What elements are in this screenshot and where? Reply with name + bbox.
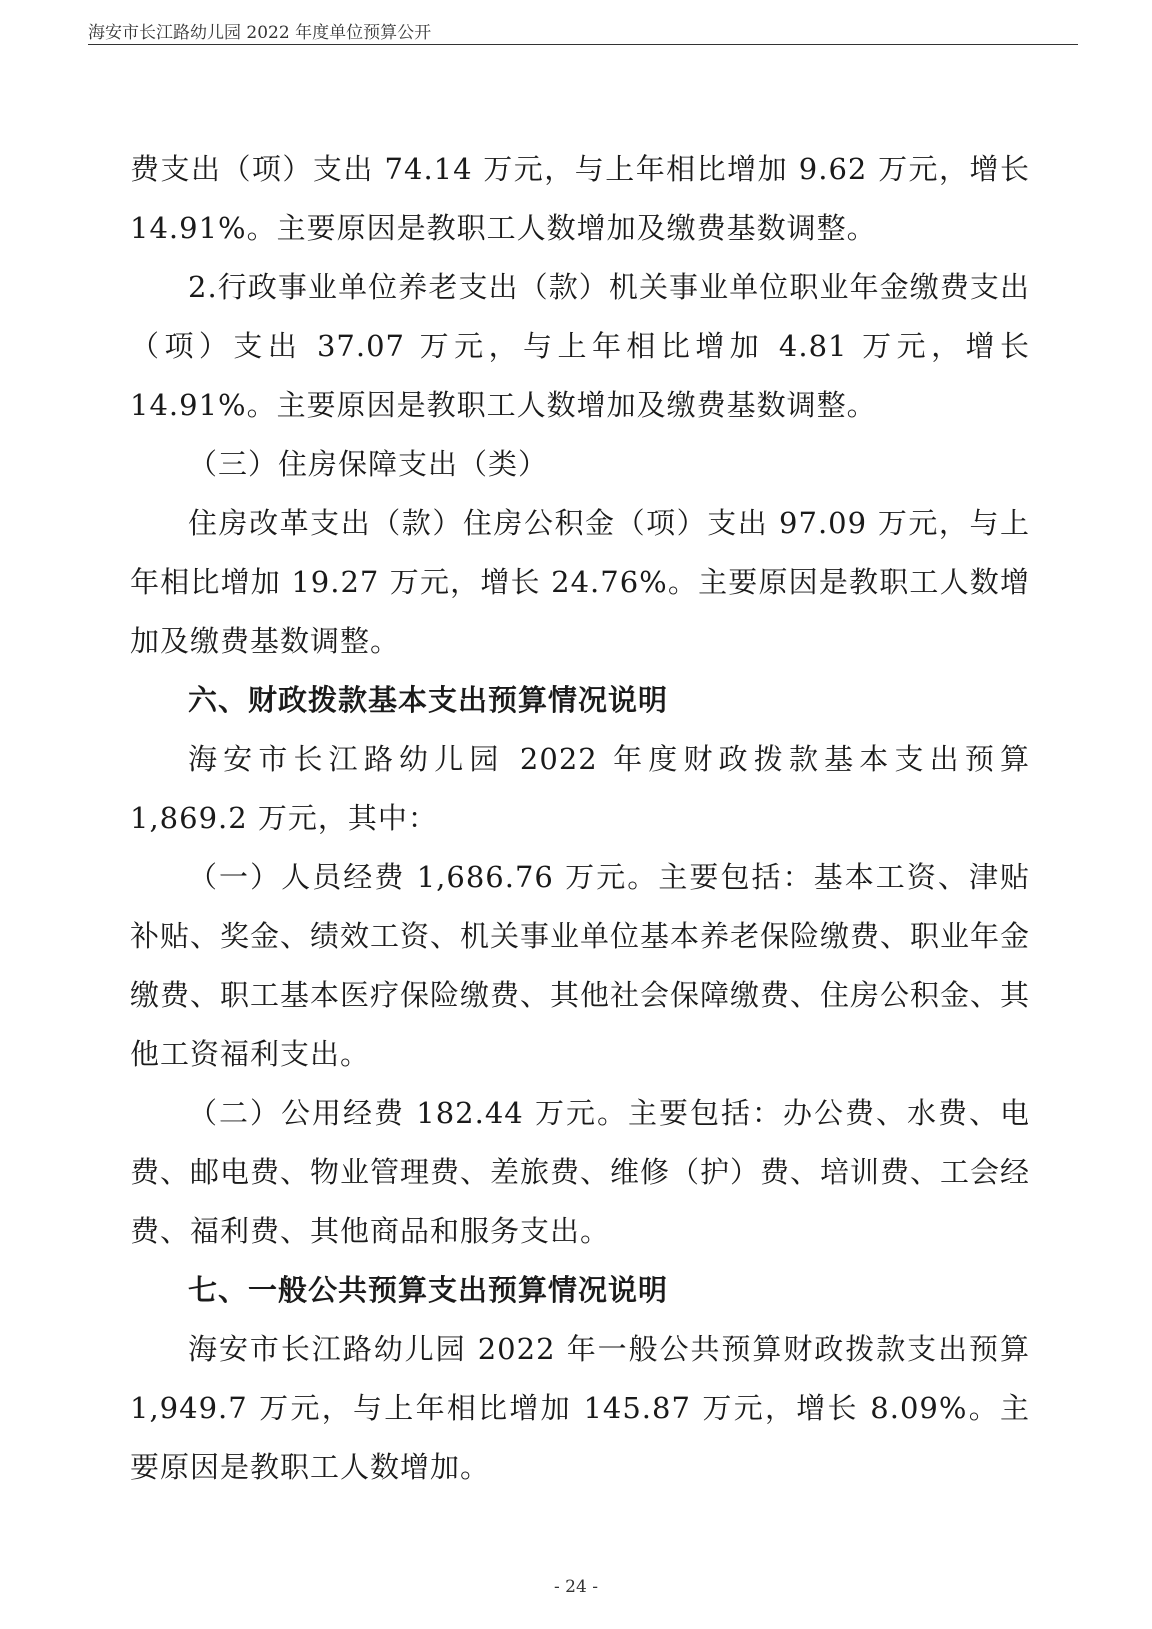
paragraph-7: （二）公用经费 182.44 万元。主要包括：办公费、水费、电费、邮电费、物业管理费、差旅费、维修（护）费、培训费、工会经费、福利费、其他商品和服务支出。 bbox=[130, 1096, 1031, 1248]
document-body bbox=[130, 140, 1030, 1497]
section-heading-6: 六、财政拨款基本支出预算情况说明 bbox=[188, 683, 669, 717]
paragraph-4: 住房改革支出（款）住房公积金（项）支出 97.09 万元，与上年相比增加 19.27 万元，增长 24.76%。主要原因是教职工人数增加及缴费基数调整。 bbox=[130, 506, 1030, 658]
paragraph-3: （三）住房保障支出（类） bbox=[188, 447, 549, 481]
paragraph-8: 海安市长江路幼儿园 2022 年一般公共预算财政拨款支出预算 1,949.7 万元，与上年相比增加 145.87 万元，增长 8.09%。主要原因是教职工人数增加。 bbox=[130, 1332, 1030, 1484]
page-header bbox=[88, 14, 1078, 45]
paragraph-6: （一）人员经费 1,686.76 万元。主要包括：基本工资、津贴补贴、奖金、绩效工资、机关事业单位基本养老保险缴费、职业年金缴费、职工基本医疗保险缴费、其他社会保障缴费、住房公积金、其他工资福利支出。 bbox=[130, 860, 1031, 1071]
paragraph-5: 海安市长江路幼儿园 2022 年度财政拨款基本支出预算 1,869.2 万元，其中： bbox=[130, 742, 1030, 835]
paragraph-1: 费支出（项）支出 74.14 万元，与上年相比增加 9.62 万元，增长 14.91%。主要原因是教职工人数增加及缴费基数调整。 bbox=[130, 152, 1030, 245]
page-number: - 24 - bbox=[554, 1577, 598, 1597]
section-heading-7: 七、一般公共预算支出预算情况说明 bbox=[188, 1273, 669, 1307]
paragraph-2: 2.行政事业单位养老支出（款）机关事业单位职业年金缴费支出（项）支出 37.07 万元，与上年相比增加 4.81 万元，增长 14.91%。主要原因是教职工人数增加及缴费基数调整。 bbox=[130, 270, 1030, 422]
header-title: 海安市长江路幼儿园 2022 年度单位预算公开 bbox=[88, 23, 432, 43]
